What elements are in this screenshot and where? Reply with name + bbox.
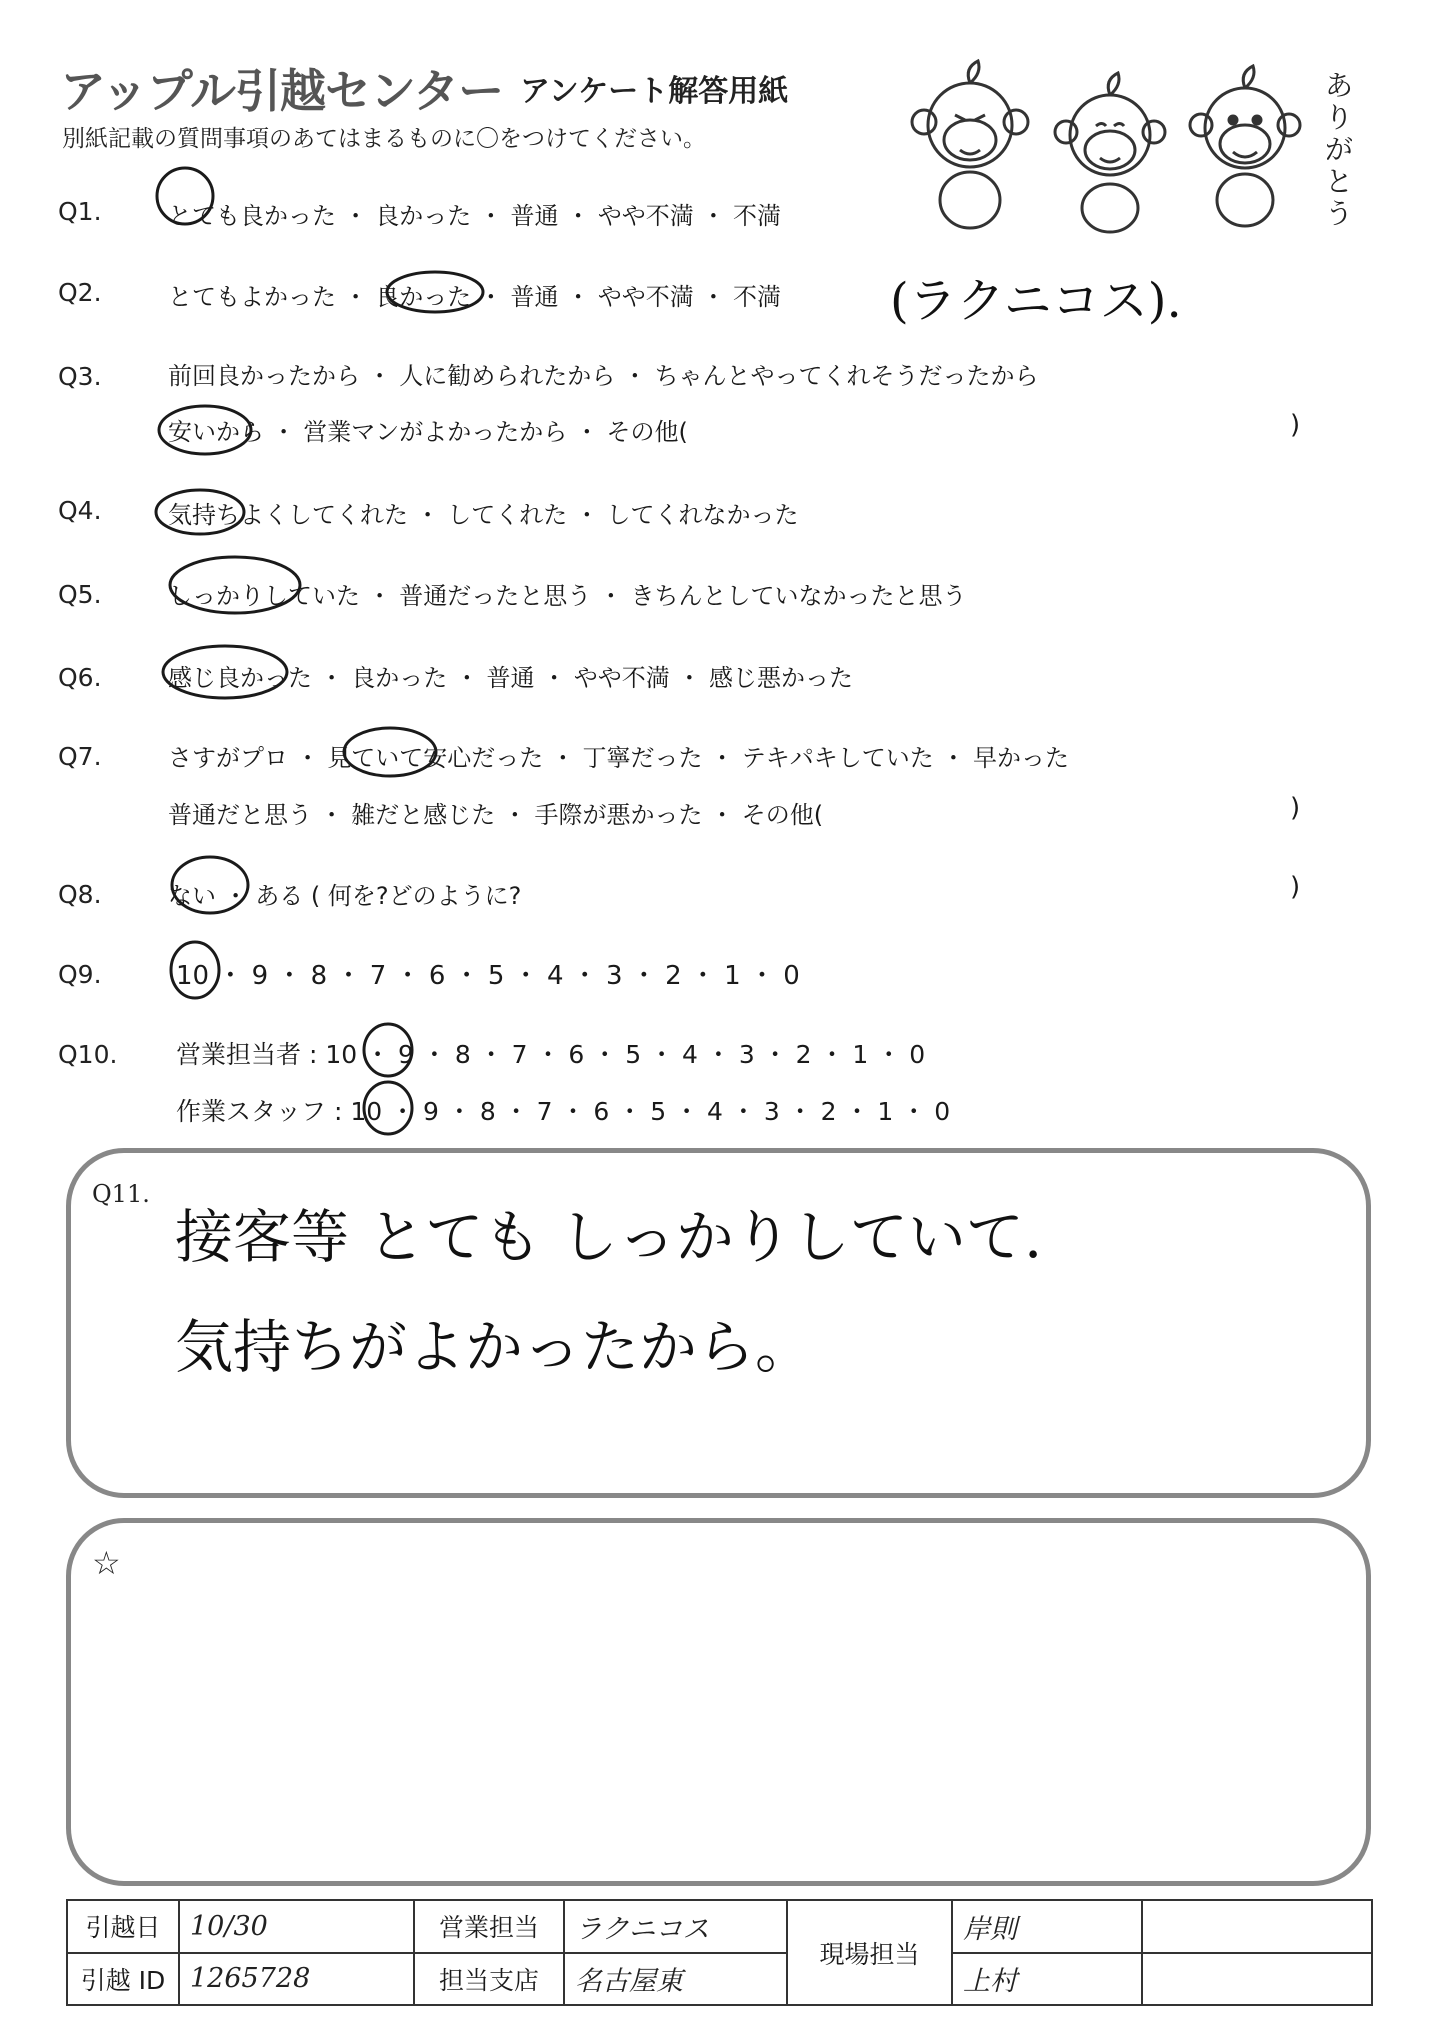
free-comment-box [66, 1518, 1371, 1886]
move-id-label: 引越 ID [67, 1953, 179, 2006]
q7-close-paren: ) [1290, 793, 1301, 823]
q5-label: Q5. [58, 580, 102, 609]
q9-scale: 10 ・ 9 ・ 8 ・ 7 ・ 6 ・ 5 ・ 4 ・ 3 ・ 2 ・ 1 ・ 0 [176, 961, 800, 991]
sales-value: ラクニコス [564, 1900, 787, 1953]
q8-close-paren: ) [1290, 872, 1301, 902]
mark-q7 [344, 728, 436, 776]
q11-handwritten-line1: 接客等 とても しっかりしていて. [175, 1203, 1043, 1271]
q3-options-line2: 安いから ・ 営業マンがよかったから ・ その他( [168, 418, 688, 446]
mark-q6 [163, 646, 287, 698]
move-date-label: 引越日 [67, 1900, 179, 1953]
q8-label: Q8. [58, 880, 102, 909]
mark-q10-staff [364, 1082, 412, 1134]
q3-label: Q3. [58, 362, 102, 391]
branch-value: 名古屋東 [564, 1953, 787, 2006]
sales-label: 営業担当 [414, 1900, 564, 1953]
star-icon: ☆ [92, 1544, 121, 1582]
q1-label: Q1. [58, 197, 102, 226]
q2-handwritten-note: (ラクニコス). [890, 273, 1182, 329]
form-title: アンケート解答用紙 [520, 74, 789, 109]
site-extra-cell-1 [1142, 1900, 1372, 1953]
mark-q1 [157, 168, 213, 224]
mascot-caption: ありがとう [1325, 69, 1354, 230]
q4-label: Q4. [58, 496, 102, 525]
q1-options: とても良かった ・ 良かった ・ 普通 ・ やや不満 ・ 不満 [168, 202, 782, 230]
footer-info-table [66, 1899, 1373, 2006]
mark-q3 [159, 406, 251, 454]
q7-options-line1: さすがプロ ・ 見ていて安心だった ・ 丁寧だった ・ テキパキしていた ・ 早かった [168, 744, 1070, 772]
site-value-2: 上村 [952, 1953, 1142, 2006]
site-value-1: 岸則 [952, 1900, 1142, 1953]
move-date-value: 10/30 [179, 1900, 414, 1953]
q3-close-paren: ) [1290, 410, 1301, 440]
q7-options-line2: 普通だと思う ・ 雑だと感じた ・ 手際が悪かった ・ その他( [168, 801, 824, 829]
q6-options: 感じ良かった ・ 良かった ・ 普通 ・ やや不満 ・ 感じ悪かった [168, 664, 854, 692]
q4-options: 気持ちよくしてくれた ・ してくれた ・ してくれなかった [168, 501, 799, 529]
q7-label: Q7. [58, 742, 102, 771]
q10-sales-scale: 営業担当者 : 10 ・ 9 ・ 8 ・ 7 ・ 6 ・ 5 ・ 4 ・ 3 ・ 2 ・ 1 ・ 0 [176, 1040, 926, 1069]
q9-label: Q9. [58, 960, 102, 989]
q11-label: Q11. [92, 1180, 150, 1208]
move-id-value: 1265728 [179, 1953, 414, 2006]
q8-options: ない ・ ある ( 何を?どのように? [168, 882, 522, 910]
mark-q4 [156, 490, 244, 534]
mark-q5 [170, 557, 300, 613]
q3-options-line1: 前回良かったから ・ 人に勧められたから ・ ちゃんとやってくれそうだったから [168, 362, 1039, 390]
site-extra-cell-2 [1142, 1953, 1372, 2006]
q2-label: Q2. [58, 278, 102, 307]
q5-options: しっかりしていた ・ 普通だったと思う ・ きちんとしていなかったと思う [168, 582, 967, 610]
company-title: アップル引越センター [60, 64, 504, 118]
mark-q8 [172, 857, 248, 913]
q10-staff-scale: 作業スタッフ : 10 ・ 9 ・ 8 ・ 7 ・ 6 ・ 5 ・ 4 ・ 3 ・ 2 ・ 1 ・ 0 [176, 1097, 951, 1126]
q6-label: Q6. [58, 663, 102, 692]
branch-label: 担当支店 [414, 1953, 564, 2006]
site-label: 現場担当 [787, 1900, 952, 2005]
q2-options: とてもよかった ・ 良かった ・ 普通 ・ やや不満 ・ 不満 [168, 283, 782, 311]
q11-handwritten-line2: 気持ちがよかったから。 [175, 1313, 814, 1381]
instruction-text: 別紙記載の質問事項のあてはまるものに〇をつけてください。 [62, 126, 706, 152]
mark-q10-sales [364, 1024, 412, 1076]
mark-q2 [387, 272, 483, 312]
q10-label: Q10. [58, 1040, 118, 1069]
mark-q9 [171, 942, 219, 998]
